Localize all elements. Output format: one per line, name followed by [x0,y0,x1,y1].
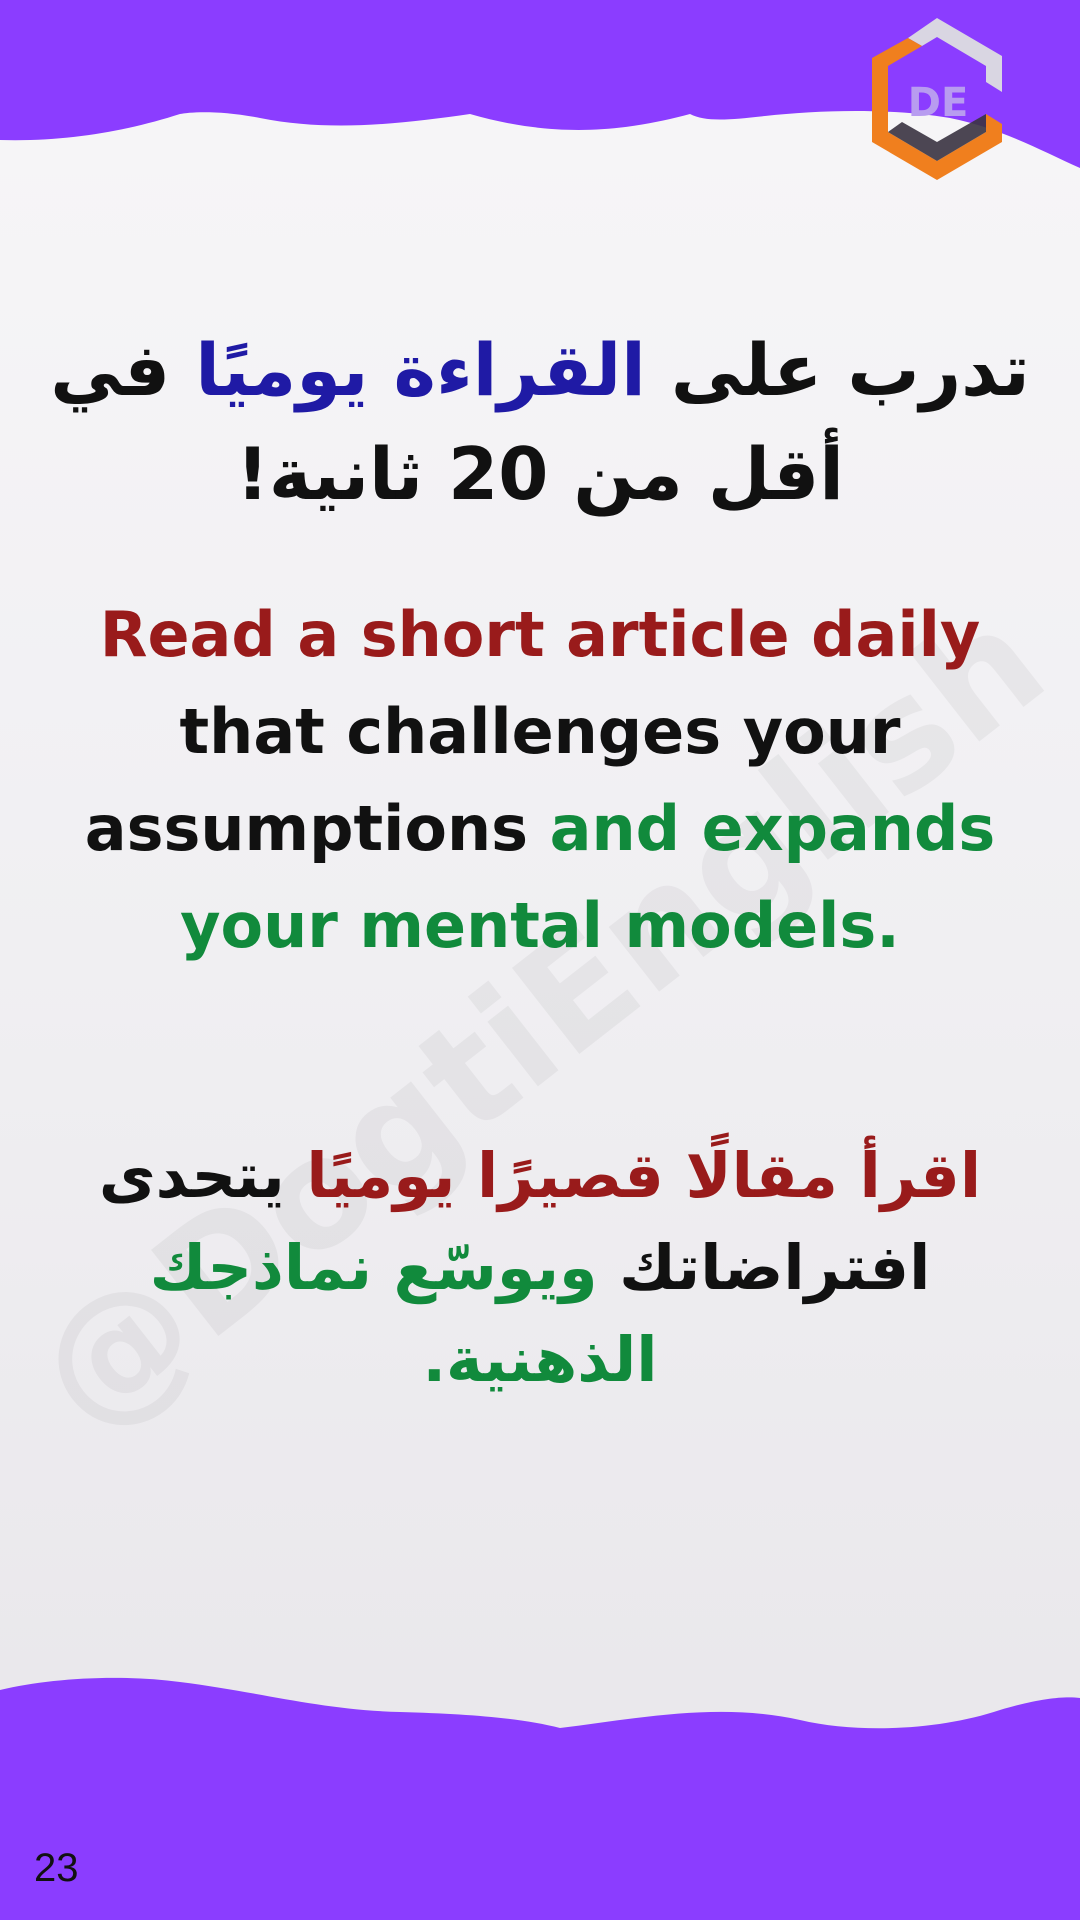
page-number: 23 [34,1846,79,1890]
page-title [40,318,1040,526]
arabic-black-phrase: يتحدى افتراضاتك [98,1139,931,1304]
bottom-wave-banner [0,1670,1080,1920]
arabic-green-phrase: ويوسّع نماذجك الذهنية. [149,1231,658,1396]
logo-text: DE [907,80,969,126]
english-black-phrase: that challenges your assumptions [84,695,901,865]
english-sentence [50,586,1030,974]
arabic-sentence [60,1130,1020,1406]
title-highlight: القراءة يوميًا [195,328,646,412]
english-green-phrase: and expands your mental models. [180,792,996,962]
english-red-phrase: Read a short article daily [99,598,981,671]
brand-logo [862,14,1012,186]
arabic-red-phrase: اقرأ مقالًا قصيرًا يوميًا [306,1139,982,1212]
title-part-1: تدرب على [645,328,1030,412]
title-part-2: في أقل من 20 ثانية! [50,328,844,516]
